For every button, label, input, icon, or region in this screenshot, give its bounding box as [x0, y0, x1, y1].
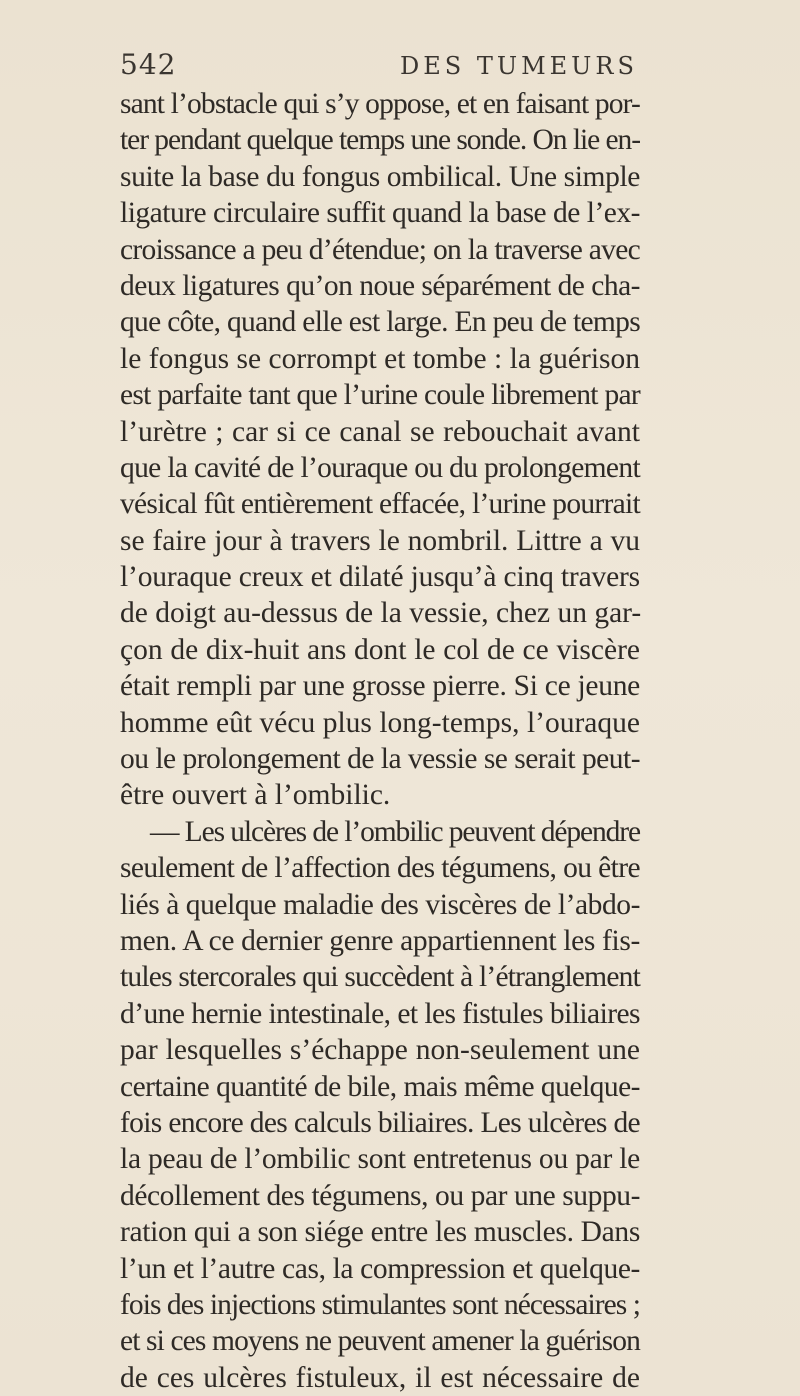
running-head: DES TUMEURS — [400, 52, 638, 80]
text-line: fois encore des calculs biliaires. Les ulcères de — [120, 1106, 640, 1139]
text-line: certaine quantité de bile, mais même quelque- — [120, 1070, 640, 1103]
text-line: par lesquelles s’échappe non-seulement une — [120, 1034, 640, 1067]
text-line: — Les ulcères de l’ombilic peuvent dépendre — [150, 815, 641, 848]
text-line: se faire jour à travers le nombril. Littre a vu — [120, 524, 640, 557]
text-line: vésical fût entièrement effacée, l’urine pourrait — [120, 488, 640, 521]
text-line: ou le prolongement de la vessie se serait peut- — [120, 743, 641, 776]
page-header — [120, 48, 640, 88]
text-line: de doigt au-dessus de la vessie, chez un gar- — [120, 597, 642, 630]
text-line: sant l’obstacle qui s’y oppose, et en faisant por- — [120, 88, 641, 120]
text-line: l’un et l’autre cas, la compression et quelque- — [120, 1252, 641, 1285]
text-line: de ces ulcères fistuleux, il est nécessaire de — [120, 1361, 640, 1394]
text-line: décollement des tégumens, ou par une suppu- — [120, 1179, 640, 1212]
text-line: çon de dix-huit ans dont le col de ce viscère — [120, 633, 640, 666]
text-line: la peau de l’ombilic sont entretenus ou par le — [120, 1143, 641, 1176]
text-line: tules stercorales qui succèdent à l’étranglement — [120, 961, 640, 994]
text-line: était rempli par une grosse pierre. Si ce jeune — [120, 670, 640, 703]
text-line: le fongus se corrompt et tombe : la guérison — [120, 342, 640, 375]
text-line: suite la base du fongus ombilical. Une simple — [120, 160, 640, 193]
text-line: l’ouraque creux et dilaté jusqu’à cinq travers — [120, 561, 641, 594]
text-line: seulement de l’affection des tégumens, ou être — [120, 852, 641, 885]
text-line: men. A ce dernier genre appartiennent les fis- — [120, 924, 641, 957]
text-line: ration qui a son siége entre les muscles. Dans — [120, 1216, 641, 1249]
text-line: que la cavité de l’ouraque ou du prolongement — [120, 451, 640, 484]
text-line: deux ligatures qu’on noue séparément de cha- — [120, 269, 641, 302]
text-line: et si ces moyens ne peuvent amener la guérison — [120, 1325, 640, 1358]
text-line: que côte, quand elle est large. En peu de temps — [120, 306, 641, 339]
text-line: l’urètre ; car si ce canal se rebouchait avant — [120, 415, 640, 448]
text-line: est parfaite tant que l’urine coule librement par — [120, 379, 640, 412]
text-line: liés à quelque maladie des viscères de l’abdo- — [120, 888, 640, 921]
text-line: ligature circulaire suffit quand la base de l’ex- — [120, 197, 640, 230]
text-line: ter pendant quelque temps une sonde. On lie en- — [120, 124, 640, 157]
text-line: fois des injections stimulantes sont nécessaires ; — [120, 1288, 641, 1321]
text-line: homme eût vécu plus long-temps, l’ouraque — [120, 706, 640, 739]
page-number: 542 — [120, 48, 177, 81]
text-line: être ouvert à l’ombilic. — [120, 779, 391, 812]
text-line: croissance a peu d’étendue; on la traverse avec — [120, 233, 640, 266]
text-line: d’une hernie intestinale, et les fistules biliaires — [120, 997, 640, 1030]
body-text — [120, 86, 640, 1396]
